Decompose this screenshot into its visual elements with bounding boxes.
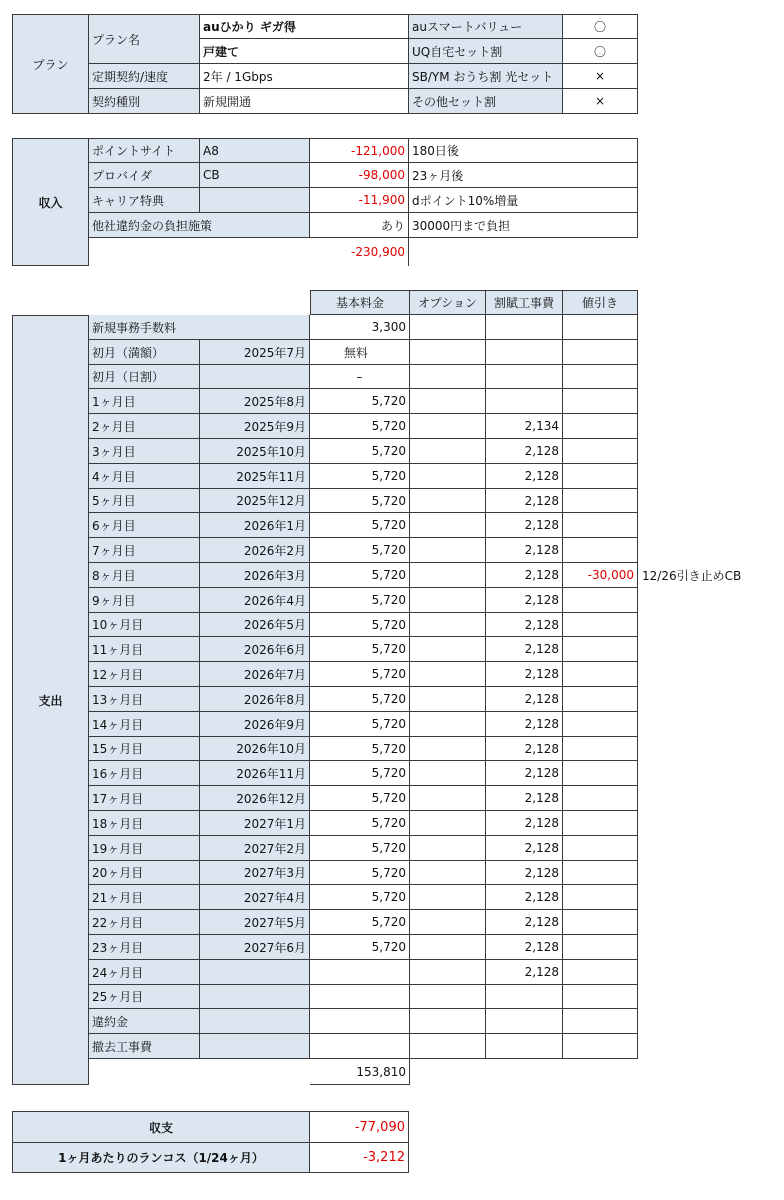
expense-row-base: 5,720 — [310, 613, 410, 637]
expense-row-base: 5,720 — [310, 588, 410, 613]
expense-row-base — [310, 1009, 410, 1034]
expense-row-option — [410, 861, 486, 885]
expense-row-month — [200, 960, 310, 985]
monthly-cost-label: 1ヶ月あたりのランコス（1/24ヶ月） — [12, 1143, 310, 1173]
expense-row-install: 2,128 — [486, 662, 563, 687]
expense-row-install: 2,128 — [486, 613, 563, 637]
expense-row-discount — [563, 786, 638, 811]
monthly-cost-value: -3,212 — [310, 1143, 409, 1173]
plan-type-label: 契約種別 — [89, 89, 200, 114]
expense-row-label: 2ヶ月目 — [89, 414, 200, 439]
income-label-2: キャリア特典 — [89, 188, 200, 213]
expense-row-option — [410, 885, 486, 910]
expense-row-base: 5,720 — [310, 836, 410, 861]
expense-row-install — [486, 315, 563, 340]
expense-row-month: 2027年1月 — [200, 811, 310, 836]
expense-row-discount — [563, 811, 638, 836]
expense-row-option — [410, 662, 486, 687]
expense-row-base: 5,720 — [310, 637, 410, 662]
expense-row-option — [410, 365, 486, 389]
plan-contract-value: 2年 / 1Gbps — [200, 64, 409, 89]
expense-row-month — [200, 985, 310, 1009]
expense-row-note: 12/26引き止めCB — [642, 569, 742, 583]
expense-row-install: 2,128 — [486, 910, 563, 935]
expense-row-discount — [563, 960, 638, 985]
expense-row-month: 2026年5月 — [200, 613, 310, 637]
expense-row-discount — [563, 662, 638, 687]
expense-row-base: 3,300 — [310, 315, 410, 340]
expense-row-label: 3ヶ月目 — [89, 439, 200, 464]
expense-row-option — [410, 737, 486, 761]
expense-row-option — [410, 786, 486, 811]
expense-row-label: 1ヶ月目 — [89, 389, 200, 414]
expense-row-discount — [563, 439, 638, 464]
expense-row-option — [410, 935, 486, 960]
expense-row-month: 2025年10月 — [200, 439, 310, 464]
expense-row-option — [410, 1034, 486, 1059]
expense-row-install: 2,128 — [486, 960, 563, 985]
expense-row-discount — [563, 340, 638, 365]
expense-row-base: – — [310, 365, 410, 389]
plan-contract-label: 定期契約/速度 — [89, 64, 200, 89]
expense-row-base: 5,720 — [310, 935, 410, 960]
set-discount-label-0: auスマートバリュー — [409, 14, 563, 39]
income-amount-0: -121,000 — [310, 138, 409, 163]
expense-row-month — [200, 1009, 310, 1034]
expense-row-install: 2,128 — [486, 712, 563, 737]
expense-row-month: 2026年12月 — [200, 786, 310, 811]
expense-row-discount: -30,000 — [563, 563, 638, 588]
expense-row-option — [410, 960, 486, 985]
col-header-discount: 値引き — [563, 290, 638, 315]
expense-row-install: 2,128 — [486, 513, 563, 538]
income-header: 収入 — [12, 138, 89, 266]
expense-row-discount — [563, 861, 638, 885]
expense-row-month: 2026年7月 — [200, 662, 310, 687]
expense-row-install — [486, 1034, 563, 1059]
expense-row-label: 12ヶ月目 — [89, 662, 200, 687]
set-discount-label-2: SB/YM おうち割 光セット — [409, 64, 563, 89]
expense-row-label: 7ヶ月目 — [89, 538, 200, 563]
expense-row-option — [410, 811, 486, 836]
expense-row-discount — [563, 836, 638, 861]
expense-row-base: 5,720 — [310, 737, 410, 761]
expense-row-month — [200, 365, 310, 389]
expense-row-discount — [563, 365, 638, 389]
col-header-install: 割賦工事費 — [486, 290, 563, 315]
income-sub-0: A8 — [200, 138, 310, 163]
expense-row-label: 6ヶ月目 — [89, 513, 200, 538]
expense-row-label: 18ヶ月目 — [89, 811, 200, 836]
expense-row-month: 2025年12月 — [200, 489, 310, 513]
expense-row-discount — [563, 761, 638, 786]
expense-total: 153,810 — [310, 1059, 410, 1085]
income-note-0: 180日後 — [409, 138, 638, 163]
set-discount-label-1: UQ自宅セット割 — [409, 39, 563, 64]
expense-row-install: 2,128 — [486, 538, 563, 563]
expense-row-discount — [563, 1034, 638, 1059]
plan-type-value: 新規開通 — [200, 89, 409, 114]
income-amount-1: -98,000 — [310, 163, 409, 188]
expense-row-month: 2027年5月 — [200, 910, 310, 935]
plan-header: プラン — [12, 14, 89, 114]
expense-row-base: 5,720 — [310, 439, 410, 464]
expense-row-label: 8ヶ月目 — [89, 563, 200, 588]
expense-row-base: 5,720 — [310, 389, 410, 414]
plan-building-value: 戸建て — [200, 39, 409, 64]
expense-row-month: 2026年1月 — [200, 513, 310, 538]
expense-row-base: 5,720 — [310, 910, 410, 935]
expense-row-base: 5,720 — [310, 687, 410, 712]
expense-row-base: 5,720 — [310, 712, 410, 737]
expense-row-discount — [563, 637, 638, 662]
plan-name-value: auひかり ギガ得 — [200, 14, 409, 39]
expense-row-month: 2027年2月 — [200, 836, 310, 861]
expense-header: 支出 — [12, 315, 89, 1085]
set-discount-mark-1: 〇 — [563, 39, 638, 64]
income-amount-3: あり — [310, 213, 409, 238]
expense-row-discount — [563, 687, 638, 712]
expense-row-install: 2,128 — [486, 737, 563, 761]
expense-row-month: 2026年3月 — [200, 563, 310, 588]
expense-row-discount — [563, 910, 638, 935]
expense-row-base: 無料 — [310, 340, 410, 365]
expense-row-install: 2,128 — [486, 637, 563, 662]
expense-row-option — [410, 513, 486, 538]
expense-row-install: 2,128 — [486, 935, 563, 960]
expense-row-option — [410, 761, 486, 786]
expense-row-month: 2026年6月 — [200, 637, 310, 662]
expense-row-option — [410, 687, 486, 712]
income-note-1: 23ヶ月後 — [409, 163, 638, 188]
expense-row-discount — [563, 489, 638, 513]
expense-row-discount — [563, 538, 638, 563]
expense-row-month: 2025年8月 — [200, 389, 310, 414]
expense-row-month: 2025年7月 — [200, 340, 310, 365]
expense-row-discount — [563, 464, 638, 489]
expense-row-option — [410, 637, 486, 662]
expense-row-install: 2,128 — [486, 786, 563, 811]
expense-row-month: 2025年11月 — [200, 464, 310, 489]
expense-row-install — [486, 1009, 563, 1034]
expense-row-install: 2,128 — [486, 588, 563, 613]
expense-row-label: 初月（日割） — [89, 365, 200, 389]
expense-row-install: 2,134 — [486, 414, 563, 439]
expense-row-base: 5,720 — [310, 662, 410, 687]
expense-row-install: 2,128 — [486, 885, 563, 910]
expense-row-label: 9ヶ月目 — [89, 588, 200, 613]
expense-row-base: 5,720 — [310, 464, 410, 489]
expense-row-discount — [563, 315, 638, 340]
expense-row-label: 13ヶ月目 — [89, 687, 200, 712]
expense-row-option — [410, 1009, 486, 1034]
expense-row-month: 2026年8月 — [200, 687, 310, 712]
expense-row-install — [486, 365, 563, 389]
expense-row-option — [410, 489, 486, 513]
set-discount-label-3: その他セット割 — [409, 89, 563, 114]
expense-row-month: 2027年4月 — [200, 885, 310, 910]
balance-value: -77,090 — [310, 1111, 409, 1143]
expense-row-label: 22ヶ月目 — [89, 910, 200, 935]
expense-row-month: 2027年3月 — [200, 861, 310, 885]
expense-row-option — [410, 439, 486, 464]
expense-row-month: 2026年11月 — [200, 761, 310, 786]
expense-row-install — [486, 389, 563, 414]
expense-row-install: 2,128 — [486, 464, 563, 489]
expense-row-base — [310, 985, 410, 1009]
expense-row-label: 24ヶ月目 — [89, 960, 200, 985]
expense-row-option — [410, 563, 486, 588]
expense-row-label: 20ヶ月目 — [89, 861, 200, 885]
expense-row-option — [410, 340, 486, 365]
expense-row-install: 2,128 — [486, 761, 563, 786]
expense-row-month: 2026年10月 — [200, 737, 310, 761]
expense-row-install: 2,128 — [486, 861, 563, 885]
expense-row-base: 5,720 — [310, 489, 410, 513]
expense-row-month — [200, 1034, 310, 1059]
expense-row-install: 2,128 — [486, 811, 563, 836]
expense-row-install: 2,128 — [486, 439, 563, 464]
expense-row-label: 25ヶ月目 — [89, 985, 200, 1009]
expense-row-option — [410, 389, 486, 414]
expense-row-option — [410, 414, 486, 439]
expense-row-label: 16ヶ月目 — [89, 761, 200, 786]
expense-row-label: 10ヶ月目 — [89, 613, 200, 637]
income-label-0: ポイントサイト — [89, 138, 200, 163]
expense-row-label: 初月（満額） — [89, 340, 200, 365]
set-discount-mark-2: × — [563, 64, 638, 89]
expense-row-discount — [563, 414, 638, 439]
expense-row-option — [410, 910, 486, 935]
expense-row-base: 5,720 — [310, 414, 410, 439]
expense-row-discount — [563, 613, 638, 637]
expense-row-base: 5,720 — [310, 861, 410, 885]
expense-row-base: 5,720 — [310, 786, 410, 811]
expense-row-month: 2026年4月 — [200, 588, 310, 613]
expense-row-label: 17ヶ月目 — [89, 786, 200, 811]
expense-row-install: 2,128 — [486, 687, 563, 712]
expense-row-base: 5,720 — [310, 885, 410, 910]
income-amount-2: -11,900 — [310, 188, 409, 213]
expense-row-discount — [563, 885, 638, 910]
expense-row-base — [310, 960, 410, 985]
income-label-1: プロバイダ — [89, 163, 200, 188]
expense-row-label: 撤去工事費 — [89, 1034, 200, 1059]
income-note-3: 30000円まで負担 — [409, 213, 638, 238]
expense-row-discount — [563, 513, 638, 538]
income-sub-1: CB — [200, 163, 310, 188]
expense-row-option — [410, 613, 486, 637]
expense-row-discount — [563, 737, 638, 761]
expense-row-option — [410, 836, 486, 861]
expense-row-option — [410, 985, 486, 1009]
expense-row-discount — [563, 935, 638, 960]
income-total: -230,900 — [310, 238, 409, 266]
expense-row-label: 新規事務手数料 — [89, 315, 310, 340]
col-header-option: オプション — [410, 290, 486, 315]
expense-row-label: 4ヶ月目 — [89, 464, 200, 489]
expense-row-discount — [563, 588, 638, 613]
expense-row-base: 5,720 — [310, 761, 410, 786]
expense-row-base: 5,720 — [310, 811, 410, 836]
income-label-3: 他社違約金の負担施策 — [89, 213, 310, 238]
balance-label: 収支 — [12, 1111, 310, 1143]
expense-row-base: 5,720 — [310, 538, 410, 563]
expense-row-label: 23ヶ月目 — [89, 935, 200, 960]
expense-row-install — [486, 340, 563, 365]
expense-row-install: 2,128 — [486, 489, 563, 513]
expense-row-base: 5,720 — [310, 513, 410, 538]
expense-row-discount — [563, 389, 638, 414]
expense-row-install: 2,128 — [486, 836, 563, 861]
expense-row-label: 5ヶ月目 — [89, 489, 200, 513]
set-discount-mark-0: 〇 — [563, 14, 638, 39]
expense-row-label: 21ヶ月目 — [89, 885, 200, 910]
expense-row-option — [410, 712, 486, 737]
expense-row-month: 2026年9月 — [200, 712, 310, 737]
expense-row-label: 14ヶ月目 — [89, 712, 200, 737]
expense-row-option — [410, 588, 486, 613]
expense-row-option — [410, 315, 486, 340]
income-note-2: dポイント10%増量 — [409, 188, 638, 213]
expense-row-month: 2025年9月 — [200, 414, 310, 439]
expense-row-base: 5,720 — [310, 563, 410, 588]
expense-row-month: 2026年2月 — [200, 538, 310, 563]
income-sub-2 — [200, 188, 310, 213]
expense-row-install — [486, 985, 563, 1009]
expense-row-base — [310, 1034, 410, 1059]
expense-row-label: 11ヶ月目 — [89, 637, 200, 662]
expense-row-discount — [563, 1009, 638, 1034]
expense-row-month: 2027年6月 — [200, 935, 310, 960]
expense-row-option — [410, 538, 486, 563]
set-discount-mark-3: × — [563, 89, 638, 114]
expense-row-install: 2,128 — [486, 563, 563, 588]
plan-name-label: プラン名 — [89, 14, 200, 64]
expense-row-label: 違約金 — [89, 1009, 200, 1034]
expense-row-label: 19ヶ月目 — [89, 836, 200, 861]
expense-row-option — [410, 464, 486, 489]
expense-row-label: 15ヶ月目 — [89, 737, 200, 761]
col-header-base: 基本料金 — [310, 290, 410, 315]
expense-row-discount — [563, 985, 638, 1009]
expense-row-discount — [563, 712, 638, 737]
